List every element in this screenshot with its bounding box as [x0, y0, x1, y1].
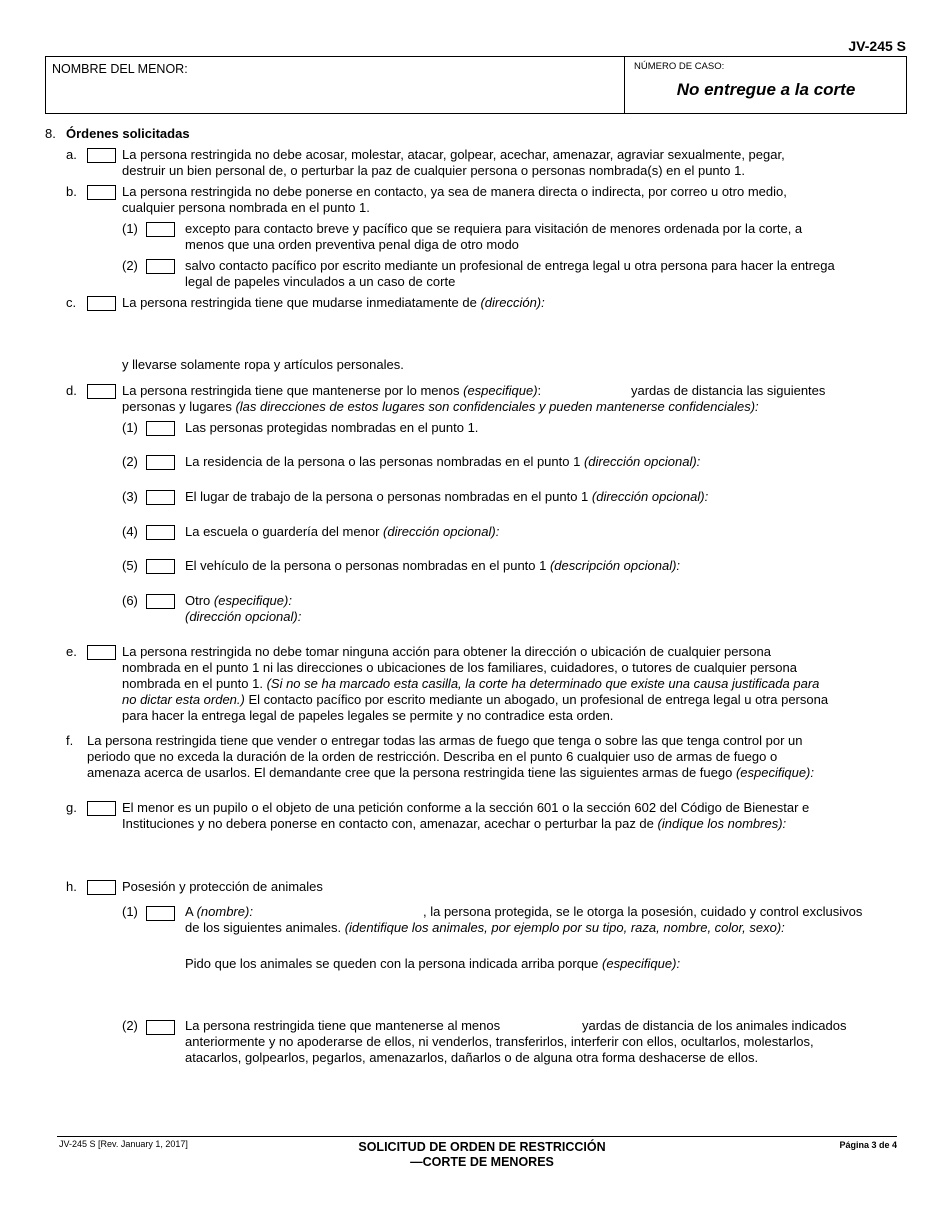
item-h1-line3-italic: (especifique): [602, 956, 681, 971]
item-d4-num: (4) [122, 524, 138, 539]
item-h1-line3 [185, 956, 680, 972]
item-d2-checkbox[interactable] [146, 455, 175, 470]
item-e-line3-a: nombrada en el punto 1. [122, 676, 267, 691]
item-d6-checkbox[interactable] [146, 594, 175, 609]
item-d-line2-a: personas y lugares [122, 399, 236, 414]
item-e-line4-italic: no dictar esta orden.) [122, 692, 245, 707]
item-h1-line1-b: , la persona protegida, se le otorga la posesión, cuidado y control exclusivos [423, 904, 863, 919]
item-c-line1 [122, 295, 545, 311]
item-d6-label: Otro [185, 593, 214, 608]
item-d1-label: Las personas protegidas nombradas en el punto 1. [185, 420, 479, 435]
item-e-line1: La persona restringida no debe tomar ninguna acción para obtener la dirección o ubicación de cualquier persona [122, 644, 771, 659]
item-h-checkbox[interactable] [87, 880, 116, 895]
item-d-line2-italic: (las direcciones de estos lugares son confidenciales y pueden mantenerse confidenciales): [235, 399, 759, 414]
item-d6-text [185, 593, 292, 609]
item-d-line1-a: La persona restringida tiene que mantenerse por lo menos [122, 383, 464, 398]
item-d-line1-b: : [537, 383, 542, 398]
item-e-line4-b: El contacto pacífico por escrito mediante un abogado, un profesional de entrega legal u otra persona [244, 692, 829, 707]
item-d6-num: (6) [122, 593, 138, 608]
item-g-line2-a: Instituciones y no debera ponerse en contacto con, amenazar, acechar o perturbar la paz de [122, 816, 658, 831]
item-f-line2: periodo que no exceda la duración de la orden de restricción. Describa en el punto 6 cualquier uso de armas de fuego o [87, 749, 778, 764]
item-d6-line2: (dirección opcional): [185, 609, 302, 624]
item-d3-num: (3) [122, 489, 138, 504]
item-h1-line2 [185, 920, 785, 936]
item-d5-text [185, 558, 680, 574]
item-d-letter: d. [66, 383, 77, 398]
item-d4-text [185, 524, 499, 540]
item-f-line3-italic: (especifique): [735, 765, 814, 780]
child-name-field[interactable] [46, 57, 625, 113]
item-h1-num: (1) [122, 904, 138, 919]
footer-title-line2: —CORTE DE MENORES [410, 1155, 554, 1169]
item-d6-italic: (especifique): [213, 593, 292, 608]
item-h-letter: h. [66, 879, 77, 894]
item-f-line3 [87, 765, 814, 781]
item-c-checkbox[interactable] [87, 296, 116, 311]
item-h2-line3: atacarlos, golpearlos, pegarlos, amenazarlos, dañarlos o de alguna otra forma deshacerse de ellos. [185, 1050, 759, 1065]
item-a-letter: a. [66, 147, 77, 162]
item-d-line1-c: yardas de distancia las siguientes [631, 383, 826, 398]
item-d5-label: El vehículo de la persona o personas nombradas en el punto 1 [185, 558, 550, 573]
item-d4-italic: (dirección opcional): [383, 524, 500, 539]
item-f-line3-a: amenaza acerca de usarlos. El demandante cree que la persona restringida tiene las siguientes armas de fuego [87, 765, 736, 780]
item-c-text: La persona restringida tiene que mudarse inmediatamente de [122, 295, 481, 310]
item-d3-label: El lugar de trabajo de la persona o personas nombradas en el punto 1 [185, 489, 592, 504]
item-h1-name-label: (nombre): [196, 904, 253, 919]
item-h1-a: A [185, 904, 197, 919]
header-box [45, 56, 907, 114]
item-b2-checkbox[interactable] [146, 259, 175, 274]
item-c-line2: y llevarse solamente ropa y artículos personales. [122, 357, 404, 372]
item-h-title: Posesión y protección de animales [122, 879, 323, 894]
item-e-letter: e. [66, 644, 77, 659]
item-b1-num: (1) [122, 221, 138, 236]
item-a-line1: La persona restringida no debe acosar, molestar, atacar, golpear, acechar, amenazar, agraviar sexualmente, pegar, [122, 147, 785, 162]
item-h2-line2: anteriormente y no apoderarse de ellos, ni venderlos, transferirlos, interferir con ellos, ocultarlos, molestarlos, [185, 1034, 814, 1049]
section-title: Órdenes solicitadas [66, 126, 190, 141]
item-e-checkbox[interactable] [87, 645, 116, 660]
case-number-label: NÚMERO DE CASO: [634, 61, 725, 72]
item-h1-line2-a: de los siguientes animales. [185, 920, 345, 935]
item-e-line3-italic: (Si no se ha marcado esta casilla, la corte ha determinado que existe una causa justificada para [266, 676, 820, 691]
item-b-line2: cualquier persona nombrada en el punto 1. [122, 200, 370, 215]
item-d2-italic: (dirección opcional): [583, 454, 701, 469]
item-h2-line1-a: La persona restringida tiene que mantenerse al menos [185, 1018, 501, 1033]
footer-title-line1: SOLICITUD DE ORDEN DE RESTRICCIÓN [358, 1140, 606, 1154]
item-d1-checkbox[interactable] [146, 421, 175, 436]
item-d4-checkbox[interactable] [146, 525, 175, 540]
section-number: 8. [45, 126, 56, 141]
item-c-italic: (dirección): [480, 295, 545, 310]
item-g-letter: g. [66, 800, 77, 815]
item-h2-checkbox[interactable] [146, 1020, 175, 1035]
item-a-line2: destruir un bien personal de, o perturbar la paz de cualquier persona o personas nombrada(s) en el punto 1. [122, 163, 745, 178]
item-b2-line1: salvo contacto pacífico por escrito mediante un profesional de entrega legal u otra persona para hacer la entrega [185, 258, 835, 273]
item-d3-italic: (dirección opcional): [591, 489, 709, 504]
item-d1-num: (1) [122, 420, 138, 435]
item-b1-checkbox[interactable] [146, 222, 175, 237]
item-h1-line2-italic: (identifique los animales, por ejemplo por su tipo, raza, nombre, color, sexo): [344, 920, 785, 935]
item-b-letter: b. [66, 184, 77, 199]
item-d2-text [185, 454, 700, 470]
item-d2-label: La residencia de la persona o las personas nombradas en el punto 1 [185, 454, 584, 469]
item-d5-checkbox[interactable] [146, 559, 175, 574]
item-d3-text [185, 489, 708, 505]
item-a-checkbox[interactable] [87, 148, 116, 163]
item-f-line1: La persona restringida tiene que vender o entregar todas las armas de fuego que tenga o sobre las que tenga control por un [87, 733, 803, 748]
footer-divider [57, 1136, 897, 1137]
item-b1-line1: excepto para contacto breve y pacífico que se requiera para visitación de menores ordenada por la corte, a [185, 221, 803, 236]
item-b2-num: (2) [122, 258, 138, 273]
item-d4-label: La escuela o guardería del menor [185, 524, 384, 539]
item-d1-text [185, 420, 478, 436]
item-h2-line1-b: yardas de distancia de los animales indicados [582, 1018, 847, 1033]
item-e-line4 [122, 692, 828, 708]
form-id: JV-245 S [848, 38, 906, 54]
item-d2-num: (2) [122, 454, 138, 469]
item-h1-line3-a: Pido que los animales se queden con la persona indicada arriba porque [185, 956, 603, 971]
item-d-line1 [122, 383, 541, 399]
item-h1-checkbox[interactable] [146, 906, 175, 921]
item-g-line1: El menor es un pupilo o el objeto de una petición conforme a la sección 601 o la sección 602 del Código de Bienestar e [122, 800, 810, 815]
item-f-letter: f. [66, 733, 74, 748]
item-d-checkbox[interactable] [87, 384, 116, 399]
item-d3-checkbox[interactable] [146, 490, 175, 505]
item-h1-line1-a [185, 904, 253, 920]
item-d5-num: (5) [122, 558, 138, 573]
item-b-checkbox[interactable] [87, 185, 116, 200]
item-b1-line2: menos que una orden preventiva penal diga de otro modo [185, 237, 519, 252]
case-number-value: No entregue a la corte [676, 80, 856, 99]
child-name-label: NOMBRE DEL MENOR: [52, 62, 188, 76]
footer-title [300, 1140, 664, 1170]
item-e-line3 [122, 676, 819, 692]
item-c-letter: c. [66, 295, 77, 310]
item-e-line5: para hacer la entrega legal de papeles legales se permite y no contradice esta orden. [122, 708, 614, 723]
item-g-line2-italic: (indique los nombres): [657, 816, 787, 831]
item-h2-num: (2) [122, 1018, 138, 1033]
item-g-checkbox[interactable] [87, 801, 116, 816]
item-d5-italic: (descripción opcional): [549, 558, 681, 573]
footer-page: Página 3 de 4 [839, 1140, 897, 1150]
item-g-line2 [122, 816, 786, 832]
item-d-line1-italic: (especifique) [463, 383, 538, 398]
case-number-field [626, 57, 906, 113]
item-b2-line2: legal de papeles vinculados a un caso de corte [185, 274, 456, 289]
item-d-line2 [122, 399, 759, 415]
item-b-line1: La persona restringida no debe ponerse en contacto, ya sea de manera directa o indirecta, por correo u otro medio, [122, 184, 787, 199]
footer-revision: JV-245 S [Rev. January 1, 2017] [59, 1139, 188, 1149]
item-e-line2: nombrada en el punto 1 ni las direcciones o ubicaciones de los familiares, cuidadores, o tutores de cualquier persona [122, 660, 797, 675]
